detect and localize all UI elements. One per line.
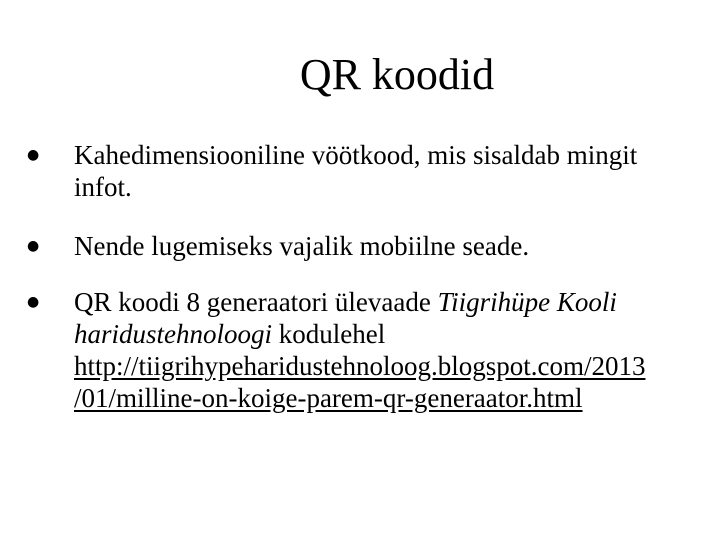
bullet-text-plain: QR koodi 8 generaatori ülevaade [74,287,438,317]
bullet-marker-icon: ● [27,238,40,254]
slide-title: QR koodid [299,50,495,99]
blog-link[interactable]: /01/milline-on-koige-parem-qr-generaator.html [74,383,583,413]
bullet-line: infot. [74,172,132,202]
blog-link[interactable]: http://tiigrihypeharidustehnoloog.blogspot.com/2013 [74,351,646,381]
bullet-line [74,350,720,382]
bullet-marker-icon: ● [27,294,40,310]
bullet-line: Nende lugemiseks vajalik mobiilne seade. [74,231,530,261]
source-name-italic: Tiigrihüpe Kooli [437,287,617,317]
bullet-line [74,286,720,318]
bullet-line [74,382,720,414]
bullet-text [74,139,720,203]
bullet-text-plain: kodulehel [272,319,386,349]
bullet-text [74,286,720,414]
source-name-italic: haridustehnoloogi [74,319,273,349]
bullet-line: Kahedimensiooniline vöötkood, mis sisaldab mingit [74,140,638,170]
bullet-marker-icon: ● [27,147,40,163]
bullet-text [74,230,720,262]
bullet-line [74,318,720,350]
